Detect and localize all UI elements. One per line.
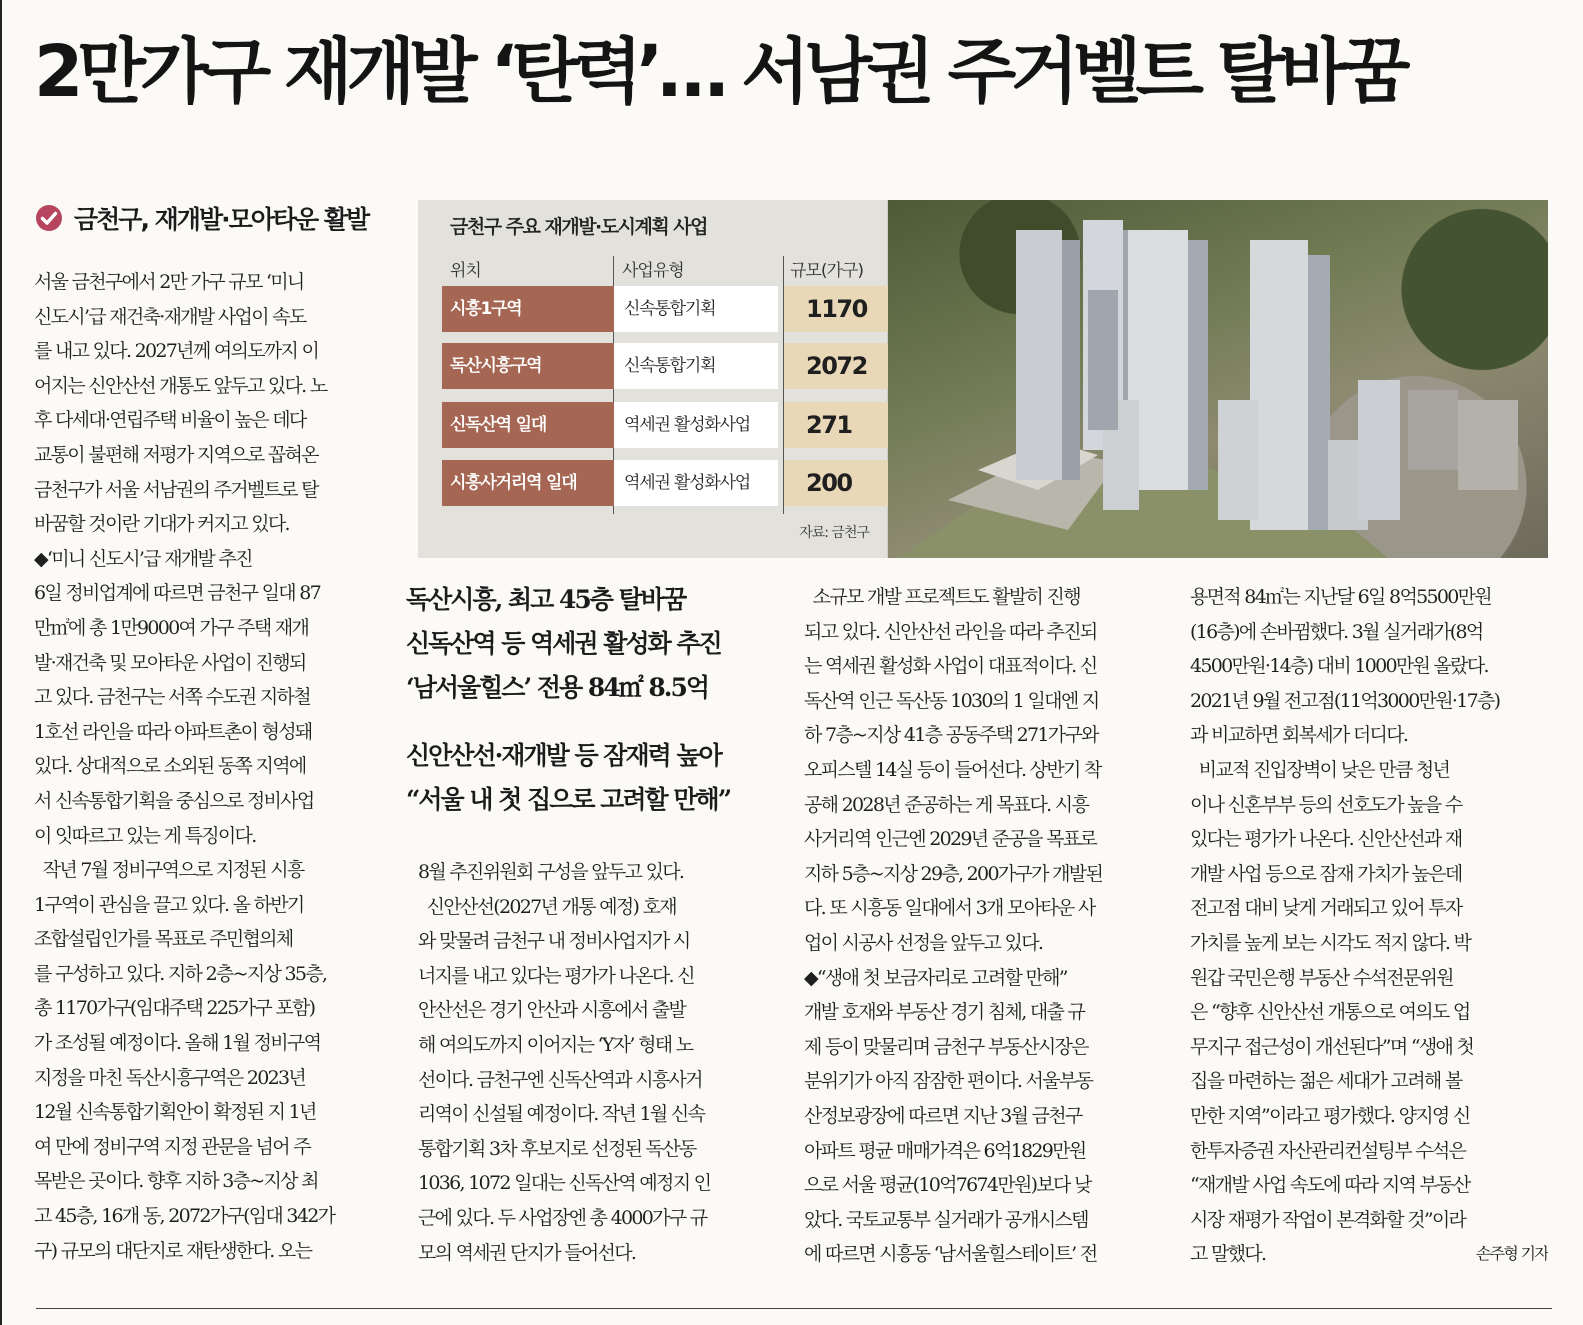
reporter-byline: 손주형 기자 <box>1475 1244 1548 1264</box>
row-location: 신독산역 일대 <box>442 402 614 448</box>
table-source: 자료: 금천구 <box>799 525 869 541</box>
body-line: 를 구성하고 있다. 지하 2층~지상 35층, <box>34 962 327 985</box>
body-line: 은 “향후 신안산선 개통으로 여의도 업 <box>1190 1001 1470 1024</box>
body-line: (16층)에 손바뀜했다. 3월 실거래가(8억 <box>1190 620 1483 643</box>
apartment-rendering-image <box>888 200 1548 558</box>
body-line: 집을 마련하는 젊은 세대가 고려해 볼 <box>1190 1070 1462 1093</box>
table-row <box>442 343 902 389</box>
body-line-text: 고 말했다. <box>1190 1243 1266 1266</box>
body-line: 발·재건축 및 모아타운 사업이 진행되 <box>34 651 306 674</box>
body-line: 하 7층~지상 41층 공동주택 271가구와 <box>804 724 1098 747</box>
article-column-2 <box>418 855 774 1270</box>
body-line: 바꿈할 것이란 기대가 커지고 있다. <box>34 513 289 536</box>
subheadings <box>406 578 786 822</box>
body-line: ◆“생애 첫 보금자리로 고려할 만해” <box>804 966 1067 989</box>
row-type: 역세권 활성화사업 <box>614 460 778 506</box>
body-line: 비교적 진입장벽이 낮은 만큼 청년 <box>1190 758 1450 781</box>
body-line: 목받은 곳이다. 향후 지하 3층~지상 최 <box>34 1170 318 1193</box>
body-line: 으로 서울 평균(10억7674만원)보다 낮 <box>804 1174 1091 1197</box>
subhead-5: “서울 내 첫 집으로 고려할 만해” <box>406 785 731 814</box>
body-line: 분위기가 아직 잠잠한 편이다. 서울부동 <box>804 1070 1093 1093</box>
bottom-rule <box>36 1308 1552 1309</box>
body-line: 신안산선(2027년 개통 예정) 호재 <box>418 895 676 918</box>
header-type: 사업유형 <box>622 261 684 281</box>
body-line: 이나 신혼부부 등의 선호도가 높을 수 <box>1190 793 1462 816</box>
body-line: 있다는 평가가 나온다. 신안산선과 재 <box>1190 828 1462 851</box>
body-line: 교통이 불편해 저평가 지역으로 꼽혀온 <box>34 443 318 466</box>
body-line: 선이다. 금천구엔 신독산역과 시흥사거 <box>418 1068 702 1091</box>
kicker-text: 금천구, 재개발·모아타운 활발 <box>74 205 369 234</box>
subhead-4: 신안산선·재개발 등 잠재력 높아 <box>406 741 721 770</box>
row-scale: 2072 <box>784 343 906 389</box>
body-line: 신도시’급 재건축·재개발 사업이 속도 <box>34 305 306 328</box>
body-line: “재개발 사업 속도에 따라 지역 부동산 <box>1190 1174 1470 1197</box>
body-line: 구) 규모의 대단지로 재탄생한다. 오는 <box>34 1239 312 1262</box>
body-line: 원갑 국민은행 부동산 수석전문위원 <box>1190 966 1453 989</box>
body-line: 통합기획 3차 후보지로 선정된 독산동 <box>418 1137 696 1160</box>
table-row <box>442 286 902 332</box>
row-type: 신속통합기획 <box>614 286 778 332</box>
row-scale: 271 <box>784 402 906 448</box>
left-border-rule <box>0 0 2 1325</box>
body-line: 소규모 개발 프로젝트도 활발히 진행 <box>804 586 1080 608</box>
kicker <box>34 198 368 238</box>
body-line: 2021년 9월 전고점(11억3000만원·17층) <box>1190 689 1500 712</box>
row-location: 시흥1구역 <box>442 286 614 332</box>
body-line: 총 1170가구(임대주택 225가구 포함) <box>34 997 315 1020</box>
body-line: 여 만에 정비구역 지정 관문을 넘어 주 <box>34 1135 310 1158</box>
body-line: 아파트 평균 매매가격은 6억1829만원 <box>804 1139 1086 1162</box>
body-line: 제 등이 맞물리며 금천구 부동산시장은 <box>804 1035 1088 1058</box>
header-location: 위치 <box>450 261 481 281</box>
row-scale: 1170 <box>784 286 906 332</box>
body-line: 과 비교하면 회복세가 더디다. <box>1190 724 1408 747</box>
body-line: 만㎡에 총 1만9000여 가구 주택 재개 <box>34 616 309 639</box>
body-line: 가 조성될 예정이다. 올해 1월 정비구역 <box>34 1032 321 1055</box>
body-line: 조합설립인가를 목표로 주민협의체 <box>34 928 293 951</box>
subhead-1: 독산시흥, 최고 45층 탈바꿈 <box>406 585 686 614</box>
body-line: 12월 신속통합기획안이 확정된 지 1년 <box>34 1101 316 1124</box>
project-table <box>418 200 888 558</box>
body-line: 4500만원·14층) 대비 1000만원 올랐다. <box>1190 655 1488 678</box>
body-line: 1036, 1072 일대는 신독산역 예정지 인 <box>418 1172 711 1195</box>
subhead-3: ‘남서울힐스’ 전용 84㎡ 8.5억 <box>406 673 709 702</box>
body-line: 1구역이 관심을 끌고 있다. 올 하반기 <box>34 893 304 916</box>
body-line: 6일 정비업계에 따르면 금천구 일대 87 <box>34 582 321 605</box>
row-location: 독산시흥구역 <box>442 343 614 389</box>
body-line: 서울 금천구에서 2만 가구 규모 ‘미니 <box>34 271 304 293</box>
body-line: 용면적 84㎡는 지난달 6일 8억5500만원 <box>1190 586 1491 608</box>
body-line: 업이 시공사 선정을 앞두고 있다. <box>804 931 1043 954</box>
body-line: 되고 있다. 신안산선 라인을 따라 추진되 <box>804 620 1097 643</box>
body-line: 작년 7월 정비구역으로 지정된 시흥 <box>34 859 304 882</box>
row-scale: 200 <box>784 460 906 506</box>
article-column-1 <box>34 265 388 1268</box>
body-line: 개발 호재와 부동산 경기 침체, 대출 규 <box>804 1001 1085 1024</box>
article-column-4 <box>1190 580 1548 1272</box>
body-line: 리역이 신설될 예정이다. 작년 1월 신속 <box>418 1103 705 1126</box>
body-line: 너지를 내고 있다는 평가가 나온다. 신 <box>418 964 694 987</box>
body-line <box>1190 1237 1548 1272</box>
body-line: 사거리역 인근엔 2029년 준공을 목표로 <box>804 828 1097 851</box>
body-line: 해 여의도까지 이어지는 ‘Y자’ 형태 노 <box>418 1033 693 1056</box>
body-line: 지정을 마친 독산시흥구역은 2023년 <box>34 1066 306 1089</box>
body-line: 있다. 상대적으로 소외된 동쪽 지역에 <box>34 755 306 778</box>
body-line: 와 맞물려 금천구 내 정비사업지가 시 <box>418 930 690 953</box>
body-line: 금천구가 서울 서남권의 주거벨트로 탈 <box>34 478 318 501</box>
body-line: 만한 지역”이라고 평가했다. 양지영 신 <box>1190 1104 1470 1127</box>
headline: 2만가구 재개발 ‘탄력’… 서남권 주거벨트 탈바꿈 <box>34 30 1405 113</box>
body-line: 8월 추진위원회 구성을 앞두고 있다. <box>418 861 684 883</box>
body-line: 서 신속통합기획을 중심으로 정비사업 <box>34 789 314 812</box>
table-row <box>442 460 902 506</box>
body-line: 시장 재평가 작업이 본격화할 것”이라 <box>1190 1208 1466 1231</box>
body-line: 안산선은 경기 안산과 시흥에서 출발 <box>418 999 686 1022</box>
body-line: 어지는 신안산선 개통도 앞두고 있다. 노 <box>34 374 327 397</box>
body-line: 공해 2028년 준공하는 게 목표다. 시흥 <box>804 793 1089 816</box>
check-circle-icon <box>34 203 64 233</box>
body-line: 를 내고 있다. 2027년께 여의도까지 이 <box>34 340 319 363</box>
body-line: 았다. 국토교통부 실거래가 공개시스템 <box>804 1208 1088 1231</box>
body-line: 전고점 대비 낮게 거래되고 있어 투자 <box>1190 897 1462 920</box>
body-line: 고 있다. 금천구는 서쪽 수도권 지하철 <box>34 686 310 709</box>
body-line: 이 잇따르고 있는 게 특징이다. <box>34 824 256 847</box>
body-line: 산정보광장에 따르면 지난 3월 금천구 <box>804 1104 1082 1127</box>
row-type: 신속통합기획 <box>614 343 778 389</box>
body-line: 후 다세대·연립주택 비율이 높은 데다 <box>34 409 306 432</box>
body-line: 1호선 라인을 따라 아파트촌이 형성돼 <box>34 720 312 743</box>
body-line: 근에 있다. 두 사업장엔 총 4000가구 규 <box>418 1206 707 1229</box>
table-row <box>442 402 902 448</box>
body-line: 독산역 인근 독산동 1030의 1 일대엔 지 <box>804 689 1099 712</box>
body-line: 가치를 높게 보는 시각도 적지 않다. 박 <box>1190 931 1471 954</box>
body-line: 다. 또 시흥동 일대에서 3개 모아타운 사 <box>804 897 1095 920</box>
tower-illustration <box>888 200 1548 558</box>
body-line: 모의 역세권 단지가 들어선다. <box>418 1241 636 1264</box>
body-line: 무지구 접근성이 개선된다”며 “생애 첫 <box>1190 1035 1474 1058</box>
body-line: 개발 사업 등으로 잠재 가치가 높은데 <box>1190 862 1462 885</box>
body-line: 한투자증권 자산관리컨설팅부 수석은 <box>1190 1139 1466 1162</box>
body-line: 지하 5층~지상 29층, 200가구가 개발된 <box>804 862 1103 885</box>
article-column-3 <box>804 580 1160 1272</box>
body-line: 는 역세권 활성화 사업이 대표적이다. 신 <box>804 655 1097 678</box>
subhead-2: 신독산역 등 역세권 활성화 추진 <box>406 629 721 658</box>
table-title: 금천구 주요 재개발·도시계획 사업 <box>450 216 708 238</box>
body-line: 오피스텔 14실 등이 들어선다. 상반기 착 <box>804 758 1101 781</box>
body-line: ◆‘미니 신도시’급 재개발 추진 <box>34 547 252 570</box>
header-scale: 규모(가구) <box>790 261 863 281</box>
body-line: 고 45층, 16개 동, 2072가구(임대 342가 <box>34 1205 335 1228</box>
row-type: 역세권 활성화사업 <box>614 402 778 448</box>
body-line: 에 따르면 시흥동 ‘남서울힐스테이트’ 전 <box>804 1243 1097 1266</box>
row-location: 시흥사거리역 일대 <box>442 460 614 506</box>
